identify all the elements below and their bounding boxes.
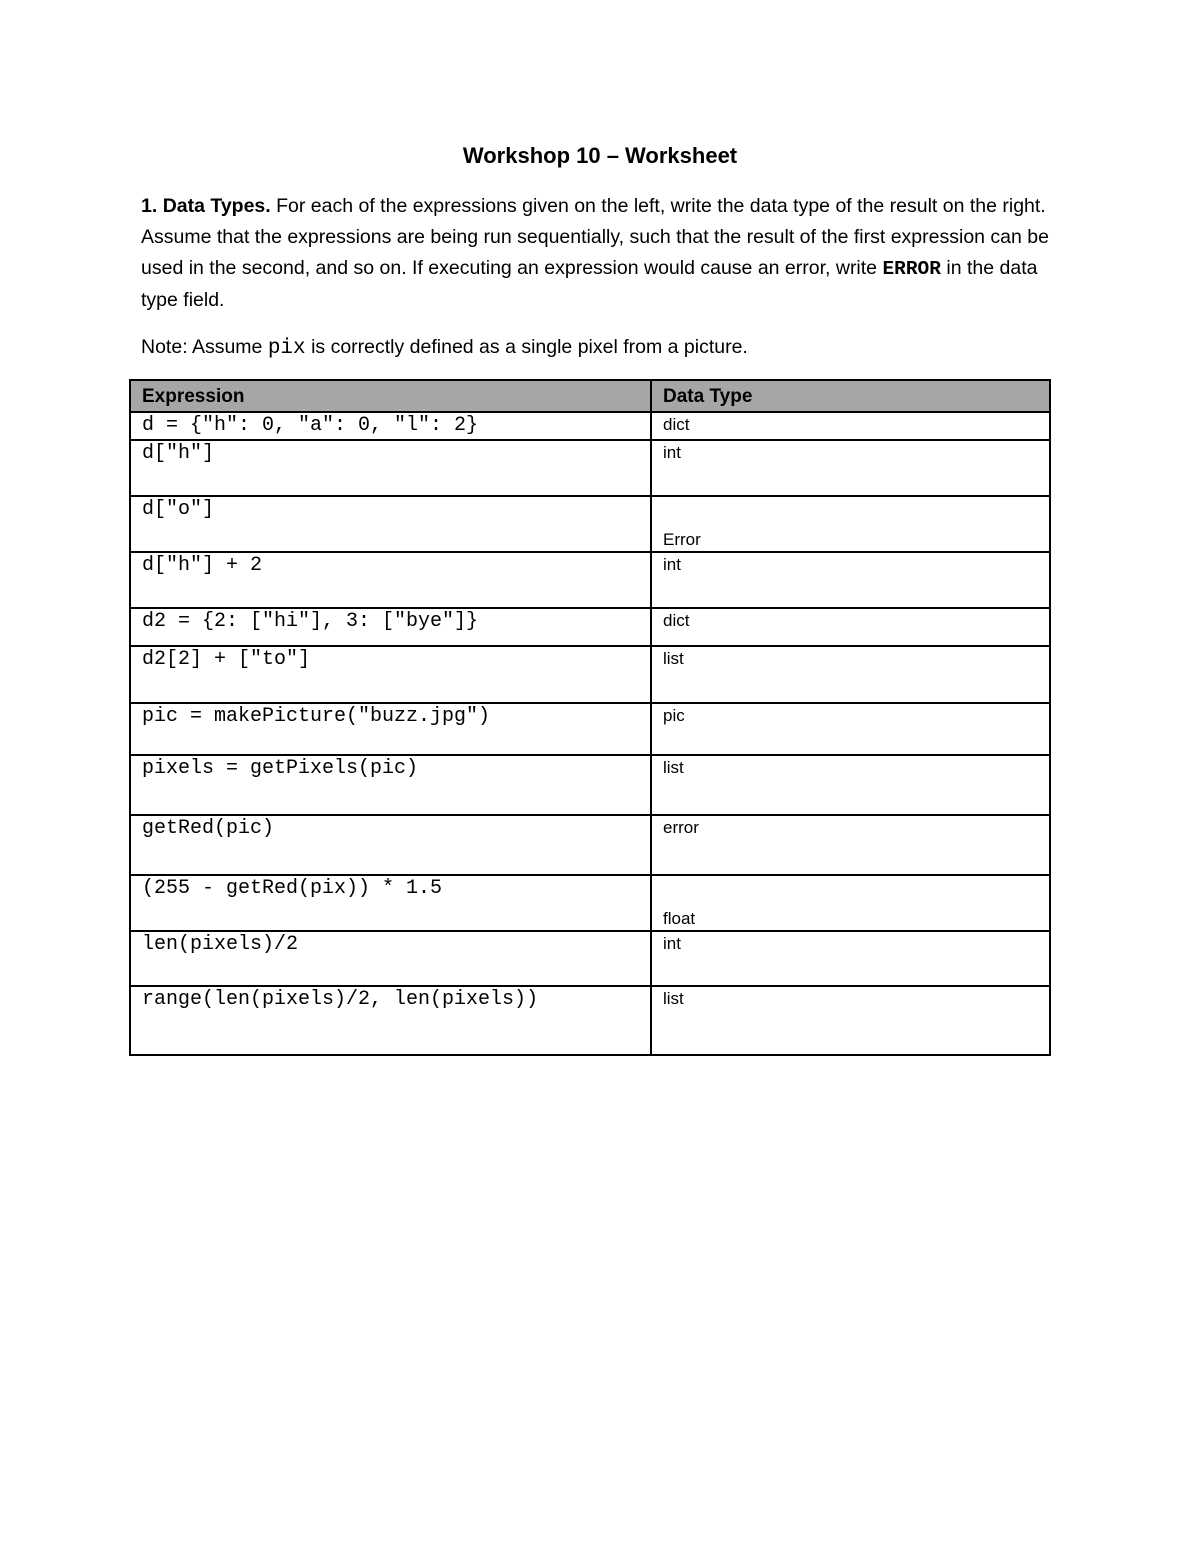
expression-cell: d = {"h": 0, "a": 0, "l": 2}: [130, 412, 651, 440]
question-heading: Data Types.: [162, 195, 271, 217]
header-expression: Expression: [130, 380, 651, 412]
note-code-pix: pix: [267, 337, 306, 360]
data-type-cell: pic: [651, 703, 1050, 755]
table-row: [130, 703, 1050, 755]
error-keyword: ERROR: [882, 258, 941, 280]
expression-cell: d2 = {2: ["hi"], 3: ["bye"]}: [130, 608, 651, 646]
note-paragraph: [141, 332, 1061, 364]
question-number: 1.: [141, 195, 158, 217]
expression-cell: d["h"]: [130, 440, 651, 496]
data-type-cell: list: [651, 986, 1050, 1055]
data-type-cell: error: [651, 815, 1050, 875]
data-type-cell: int: [651, 931, 1050, 986]
data-type-cell: int: [651, 552, 1050, 608]
table-row: [130, 552, 1050, 608]
question-intro: [141, 191, 1061, 316]
expression-cell: range(len(pixels)/2, len(pixels)): [130, 986, 651, 1055]
table-row: [130, 875, 1050, 931]
data-type-cell: dict: [651, 608, 1050, 646]
note-label: Note:: [141, 336, 188, 358]
table-row: [130, 646, 1050, 703]
note-text-part-1: Assume: [191, 336, 263, 358]
expression-cell: len(pixels)/2: [130, 931, 651, 986]
expression-cell: pixels = getPixels(pic): [130, 755, 651, 815]
expression-cell: getRed(pic): [130, 815, 651, 875]
table-row: [130, 931, 1050, 986]
table-row: [130, 755, 1050, 815]
data-type-cell: dict: [651, 412, 1050, 440]
data-type-value: float: [663, 909, 696, 928]
table-row: [130, 412, 1050, 440]
data-type-cell: list: [651, 646, 1050, 703]
question-text-part-1: For each of the expressions given on the left, write the data type of the result on the right. Assume that the expressions are being run sequentially, such that the result of the first expression can be used in the second, and so on. If executing an expression would cause an error, write: [141, 195, 1049, 279]
expression-cell: d["o"]: [130, 496, 651, 552]
table-row: [130, 608, 1050, 646]
header-data-type: Data Type: [651, 380, 1050, 412]
table-row: [130, 440, 1050, 496]
data-type-value: Error: [663, 530, 701, 549]
note-text-part-2: is correctly defined as a single pixel from a picture.: [311, 336, 748, 358]
expression-cell: pic = makePicture("buzz.jpg"): [130, 703, 651, 755]
table-row: [130, 815, 1050, 875]
expression-cell: (255 - getRed(pix)) * 1.5: [130, 875, 651, 931]
data-type-cell: list: [651, 755, 1050, 815]
data-type-cell: [651, 875, 1050, 931]
data-type-cell: int: [651, 440, 1050, 496]
data-types-table: [129, 379, 1051, 1056]
table-row: [130, 986, 1050, 1055]
data-type-cell: [651, 496, 1050, 552]
question-text-part-2: in the data type field.: [141, 257, 1038, 311]
table-row: [130, 496, 1050, 552]
page-title: Workshop 10 – Worksheet: [462, 143, 738, 168]
table-header-row: [130, 380, 1050, 412]
expression-cell: d2[2] + ["to"]: [130, 646, 651, 703]
expression-cell: d["h"] + 2: [130, 552, 651, 608]
